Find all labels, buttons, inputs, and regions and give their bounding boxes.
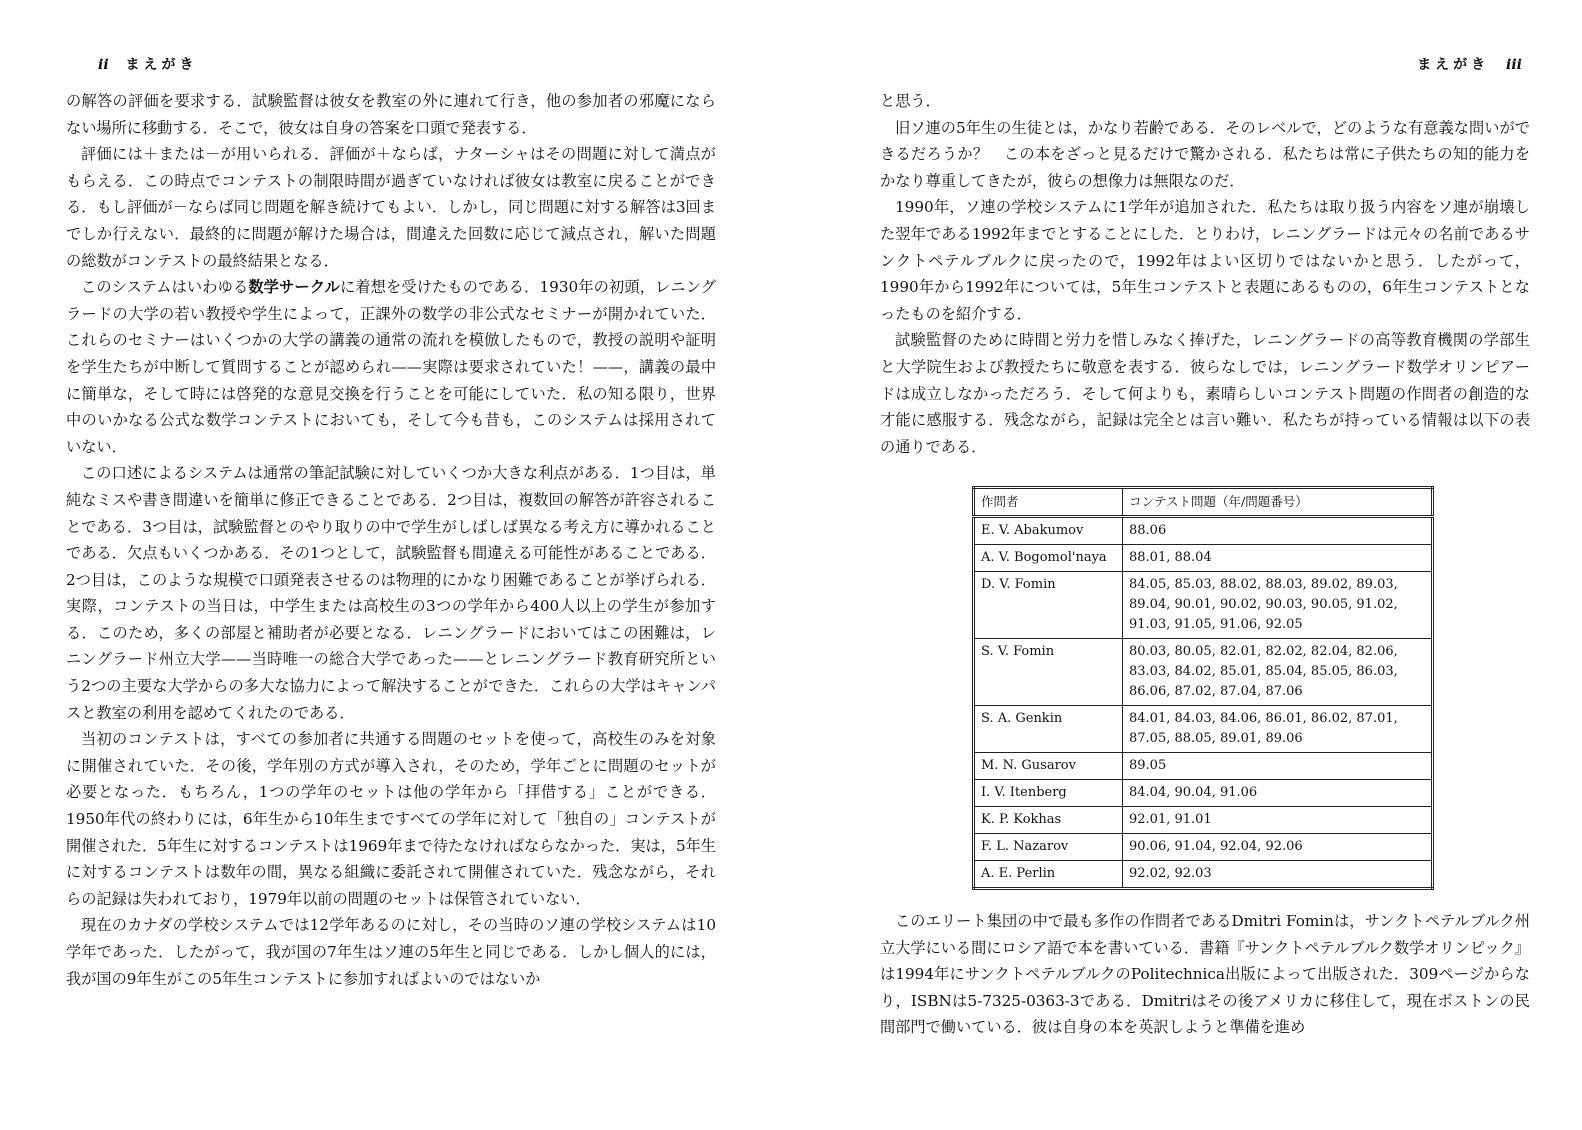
problems-cell: 88.01, 88.04 xyxy=(1123,545,1433,572)
author-cell: A. V. Bogomol'naya xyxy=(974,545,1123,572)
problems-cell: 84.01, 84.03, 84.06, 86.01, 86.02, 87.01, 87.05, 88.05, 89.01, 89.06 xyxy=(1123,706,1433,753)
paragraph-rest: に着想を受けたものである．1930年の初頭，レニングラードの大学の若い教授や学生によって，正課外の数学の非公式なセミナーが開かれていた．これらのセミナーはいくつかの大学の講義の通常の流れを模倣したもので，教授の説明や証明を学生たちが中断して質問することが認められ——実際は要求されていた！——，講義の最中に簡単な，そして時には啓発的な意見交換を行うことを可能にしていた．私の知る限り，世界中のいかなる公式な数学コンテストにおいても，そして今も昔も，このシステムは採用されていない． xyxy=(66,278,717,456)
problems-cell: 92.02, 92.03 xyxy=(1123,861,1433,889)
problems-cell: 80.03, 80.05, 82.01, 82.02, 82.04, 82.06, 83.03, 84.02, 85.01, 85.04, 85.05, 86.03, 86.06, 87.02, 87.04, 87.06 xyxy=(1123,639,1433,706)
problems-cell: 84.04, 90.04, 91.06 xyxy=(1123,780,1433,807)
author-cell: I. V. Itenberg xyxy=(974,780,1123,807)
problems-cell: 90.06, 91.04, 92.04, 92.06 xyxy=(1123,834,1433,861)
paragraph: の解答の評価を要求する．試験監督は彼女を教室の外に連れて行き，他の参加者の邪魔にならない場所に移動する．そこで，彼女は自身の答案を口頭で発表する． xyxy=(66,92,716,137)
right-page xyxy=(880,0,1530,1130)
author-cell: A. E. Perlin xyxy=(974,861,1123,889)
table-row xyxy=(974,834,1433,861)
paragraph: と思う． xyxy=(880,92,941,110)
right-closing-text xyxy=(880,908,1530,1041)
table-header-row xyxy=(974,488,1433,517)
right-page-number: iii xyxy=(1506,57,1522,73)
col-header-problems: コンテスト問題（年/問題番号） xyxy=(1123,488,1433,517)
left-page xyxy=(66,0,716,1130)
left-running-header xyxy=(90,54,198,74)
emphasis-term: 数学サークル xyxy=(248,278,340,297)
author-cell: E. V. Abakumov xyxy=(974,517,1123,545)
right-header-title: まえがき xyxy=(1417,57,1490,73)
col-header-author: 作問者 xyxy=(974,488,1123,517)
author-cell: S. A. Genkin xyxy=(974,706,1123,753)
authors-table xyxy=(972,486,1434,890)
table-row xyxy=(974,807,1433,834)
author-cell: M. N. Gusarov xyxy=(974,753,1123,780)
table-row xyxy=(974,545,1433,572)
table-row xyxy=(974,780,1433,807)
paragraph: 1990年，ソ連の学校システムに1学年が追加された．私たちは取り扱う内容をソ連が崩壊した翌年である1992年までとすることにした．とりわけ，レニングラードは元々の名前であるサンクトペテルブルクに戻ったので，1992年はよい区切りではないかと思う．したがって，1990年から1992年については，5年生コンテストと表題にあるものの，6年生コンテストとなったものを紹介する． xyxy=(880,198,1530,323)
table-row xyxy=(974,572,1433,639)
author-cell: D. V. Fomin xyxy=(974,572,1123,639)
left-header-title: まえがき xyxy=(125,57,198,73)
paragraph: 現在のカナダの学校システムでは12学年あるのに対し，その当時のソ連の学校システムは10学年であった．したがって，我が国の7年生はソ連の5年生と同じである．しかし個人的には，我が国の9年生がこの5年生コンテストに参加すればよいのではないか xyxy=(66,916,716,988)
right-body-text xyxy=(880,88,1530,460)
paragraph-lead: このシステムはいわゆる xyxy=(81,278,249,297)
table-row xyxy=(974,517,1433,545)
table-row xyxy=(974,706,1433,753)
right-running-header xyxy=(1417,54,1530,74)
paragraph: このエリート集団の中で最も多作の作問者であるDmitri Fominは，サンクトペテルブルク州立大学にいる間にロシア語で本を書いている．書籍『サンクトペテルブルク数学オリンピック』は1994年にサンクトペテルブルクのPolitechnica出版によって出版された．309ページからなり，ISBNは5-7325-0363-3である．Dmitriはその後アメリカに移住して，現在ボストンの民間部門で働いている．彼は自身の本を英訳しようと準備を進め xyxy=(880,912,1530,1037)
paragraph: 試験監督のために時間と労力を惜しみなく捧げた，レニングラードの高等教育機関の学部生と大学院生および教授たちに敬意を表する．彼らなしでは，レニングラード数学オリンピアードは成立しなかっただろう．そして何よりも，素晴らしいコンテスト問題の作問者の創造的な才能に感服する．残念ながら，記録は完全とは言い難い．私たちが持っている情報は以下の表の通りである． xyxy=(880,331,1530,456)
left-page-number: ii xyxy=(98,57,109,73)
paragraph xyxy=(66,274,716,460)
table-row xyxy=(974,753,1433,780)
left-body-text xyxy=(66,88,716,992)
paragraph: 旧ソ連の5年生の生徒とは，かなり若齢である．そのレベルで，どのような有意義な問いができるだろうか？ この本をざっと見るだけで驚かされる．私たちは常に子供たちの知的能力をかなり尊重してきたが，彼らの想像力は無限なのだ． xyxy=(880,118,1530,190)
paragraph: この口述によるシステムは通常の筆記試験に対していくつか大きな利点がある．1つ目は，単純なミスや書き間違いを簡単に修正できることである．2つ目は，複数回の解答が許容されることである．3つ目は，試験監督とのやり取りの中で学生がしばしば異なる考え方に導かれることである．欠点もいくつかある．その1つとして，試験監督も間違える可能性があることである．2つ目は，このような規模で口頭発表させるのは物理的にかなり困難であることが挙げられる．実際，コンテストの当日は，中学生または高校生の3つの学年から400人以上の学生が参加する．このため，多くの部屋と補助者が必要となる．レニングラードにおいてはこの困難は，レニングラード州立大学——当時唯一の総合大学であった——とレニングラード教育研究所という2つの主要な大学からの多大な協力によって解決することができた．これらの大学はキャンパスと教室の利用を認めてくれたのである． xyxy=(66,464,716,722)
table-row xyxy=(974,861,1433,889)
problems-cell: 89.05 xyxy=(1123,753,1433,780)
author-cell: S. V. Fomin xyxy=(974,639,1123,706)
problems-cell: 92.01, 91.01 xyxy=(1123,807,1433,834)
paragraph: 当初のコンテストは，すべての参加者に共通する問題のセットを使って，高校生のみを対象に開催されていた．その後，学年別の方式が導入され，そのため，学年ごとに問題のセットが必要となった．もちろん，1つの学年のセットは他の学年から「拝借する」ことができる．1950年代の終わりには，6年生から10年生まですべての学年に対して「独自の」コンテストが開催された．5年生に対するコンテストは1969年まで待たなければならなかった．実は，5年生に対するコンテストは数年の間，異なる組織に委託されて開催されていた．残念ながら，それらの記録は失われており，1979年以前の問題のセットは保管されていない． xyxy=(66,730,716,908)
paragraph: 評価には＋または－が用いられる．評価が＋ならば，ナターシャはその問題に対して満点がもらえる．この時点でコンテストの制限時間が過ぎていなければ彼女は教室に戻ることができる．もし評価が－ならば同じ問題を解き続けてもよい．しかし，同じ問題に対する解答は3回までしか行えない．最終的に問題が解けた場合は，間違えた回数に応じて減点され，解いた問題の総数がコンテストの最終結果となる． xyxy=(66,145,716,270)
problems-cell: 84.05, 85.03, 88.02, 88.03, 89.02, 89.03, 89.04, 90.01, 90.02, 90.03, 90.05, 91.02, 91.03, 91.05, 91.06, 92.05 xyxy=(1123,572,1433,639)
author-cell: F. L. Nazarov xyxy=(974,834,1123,861)
table-row xyxy=(974,639,1433,706)
problems-cell: 88.06 xyxy=(1123,517,1433,545)
author-cell: K. P. Kokhas xyxy=(974,807,1123,834)
